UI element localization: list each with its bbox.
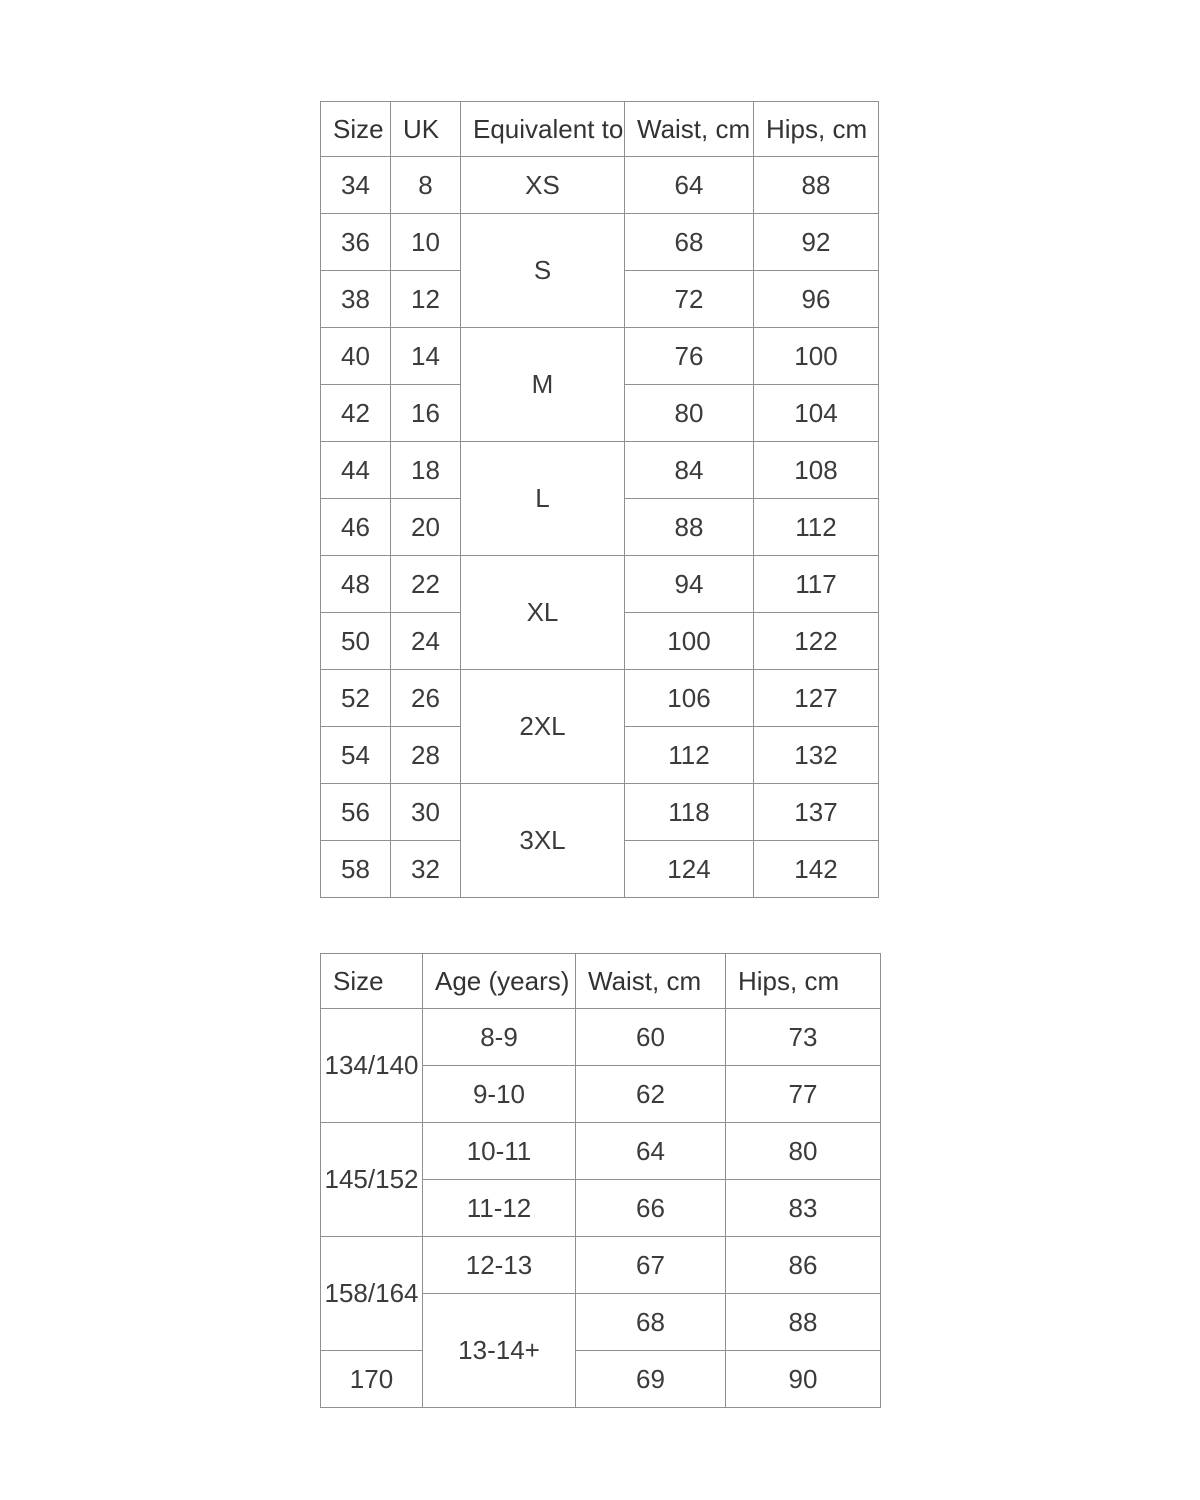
table-cell: 9-10: [423, 1066, 576, 1123]
column-header: UK: [391, 102, 461, 157]
table-cell: 66: [576, 1180, 726, 1237]
table-cell: 100: [625, 613, 754, 670]
table-cell: 84: [625, 442, 754, 499]
table-cell: 44: [321, 442, 391, 499]
table-cell: 56: [321, 784, 391, 841]
table-cell: XL: [461, 556, 625, 670]
table-cell: 76: [625, 328, 754, 385]
table-cell: 42: [321, 385, 391, 442]
column-header: Size: [321, 102, 391, 157]
table-row: [321, 1009, 881, 1066]
table-cell: 134/140: [321, 1009, 423, 1123]
table-cell: 92: [754, 214, 879, 271]
table-cell: 2XL: [461, 670, 625, 784]
table-cell: 8-9: [423, 1009, 576, 1066]
table-cell: 80: [726, 1123, 881, 1180]
table-cell: 46: [321, 499, 391, 556]
table-cell: XS: [461, 157, 625, 214]
table-cell: 122: [754, 613, 879, 670]
table-row: [321, 670, 879, 727]
table-row: [321, 1123, 881, 1180]
table-cell: 13-14+: [423, 1294, 576, 1408]
table-cell: 64: [576, 1123, 726, 1180]
table-row: [321, 214, 879, 271]
table-cell: 96: [754, 271, 879, 328]
column-header: Waist, cm: [625, 102, 754, 157]
table-cell: 68: [576, 1294, 726, 1351]
table-cell: 22: [391, 556, 461, 613]
header-row: [321, 102, 879, 157]
table-cell: 18: [391, 442, 461, 499]
table-row: [321, 328, 879, 385]
table-cell: 28: [391, 727, 461, 784]
column-header: Equivalent to: [461, 102, 625, 157]
table-row: [321, 556, 879, 613]
table-cell: 104: [754, 385, 879, 442]
table-cell: 54: [321, 727, 391, 784]
size-table-adult: [320, 101, 879, 898]
table-cell: 48: [321, 556, 391, 613]
table-cell: 14: [391, 328, 461, 385]
table-row: [321, 1351, 881, 1408]
table-cell: 90: [726, 1351, 881, 1408]
table-cell: 108: [754, 442, 879, 499]
column-header: Size: [321, 954, 423, 1009]
table-cell: 158/164: [321, 1237, 423, 1351]
table-cell: 106: [625, 670, 754, 727]
column-header: Hips, cm: [754, 102, 879, 157]
table-cell: 34: [321, 157, 391, 214]
table-cell: 86: [726, 1237, 881, 1294]
table-cell: 73: [726, 1009, 881, 1066]
table-cell: 36: [321, 214, 391, 271]
table-row: [321, 442, 879, 499]
table-cell: 118: [625, 784, 754, 841]
table-cell: 67: [576, 1237, 726, 1294]
table-cell: 72: [625, 271, 754, 328]
table-cell: 68: [625, 214, 754, 271]
column-header: Waist, cm: [576, 954, 726, 1009]
table-cell: 80: [625, 385, 754, 442]
table-cell: 64: [625, 157, 754, 214]
header-row: [321, 954, 881, 1009]
table-cell: 94: [625, 556, 754, 613]
table-cell: 88: [625, 499, 754, 556]
table-cell: 3XL: [461, 784, 625, 898]
table-cell: 52: [321, 670, 391, 727]
table-cell: 127: [754, 670, 879, 727]
table-cell: 69: [576, 1351, 726, 1408]
column-header: Age (years): [423, 954, 576, 1009]
table-cell: 112: [625, 727, 754, 784]
table-cell: 170: [321, 1351, 423, 1408]
table-cell: 83: [726, 1180, 881, 1237]
table-cell: 77: [726, 1066, 881, 1123]
table-cell: 62: [576, 1066, 726, 1123]
table-row: [321, 1237, 881, 1294]
table-cell: 100: [754, 328, 879, 385]
table-cell: 88: [726, 1294, 881, 1351]
table-cell: 124: [625, 841, 754, 898]
table-cell: 38: [321, 271, 391, 328]
table-cell: 50: [321, 613, 391, 670]
size-table-kids: [320, 953, 881, 1408]
table-cell: 10: [391, 214, 461, 271]
table-cell: 88: [754, 157, 879, 214]
column-header: Hips, cm: [726, 954, 881, 1009]
table-cell: 12: [391, 271, 461, 328]
table-cell: 117: [754, 556, 879, 613]
table-cell: 24: [391, 613, 461, 670]
table-cell: 11-12: [423, 1180, 576, 1237]
table-cell: 137: [754, 784, 879, 841]
table-cell: 58: [321, 841, 391, 898]
table-cell: 142: [754, 841, 879, 898]
table-cell: 32: [391, 841, 461, 898]
table-row: [321, 784, 879, 841]
table-cell: 145/152: [321, 1123, 423, 1237]
table-cell: 112: [754, 499, 879, 556]
table-cell: 8: [391, 157, 461, 214]
table-cell: 26: [391, 670, 461, 727]
table-cell: 60: [576, 1009, 726, 1066]
table-row: [321, 157, 879, 214]
table-cell: 16: [391, 385, 461, 442]
table-cell: S: [461, 214, 625, 328]
table-cell: 10-11: [423, 1123, 576, 1180]
table-cell: 40: [321, 328, 391, 385]
table-cell: L: [461, 442, 625, 556]
table-cell: 30: [391, 784, 461, 841]
table-cell: 20: [391, 499, 461, 556]
table-cell: 12-13: [423, 1237, 576, 1294]
table-cell: 132: [754, 727, 879, 784]
table-cell: M: [461, 328, 625, 442]
